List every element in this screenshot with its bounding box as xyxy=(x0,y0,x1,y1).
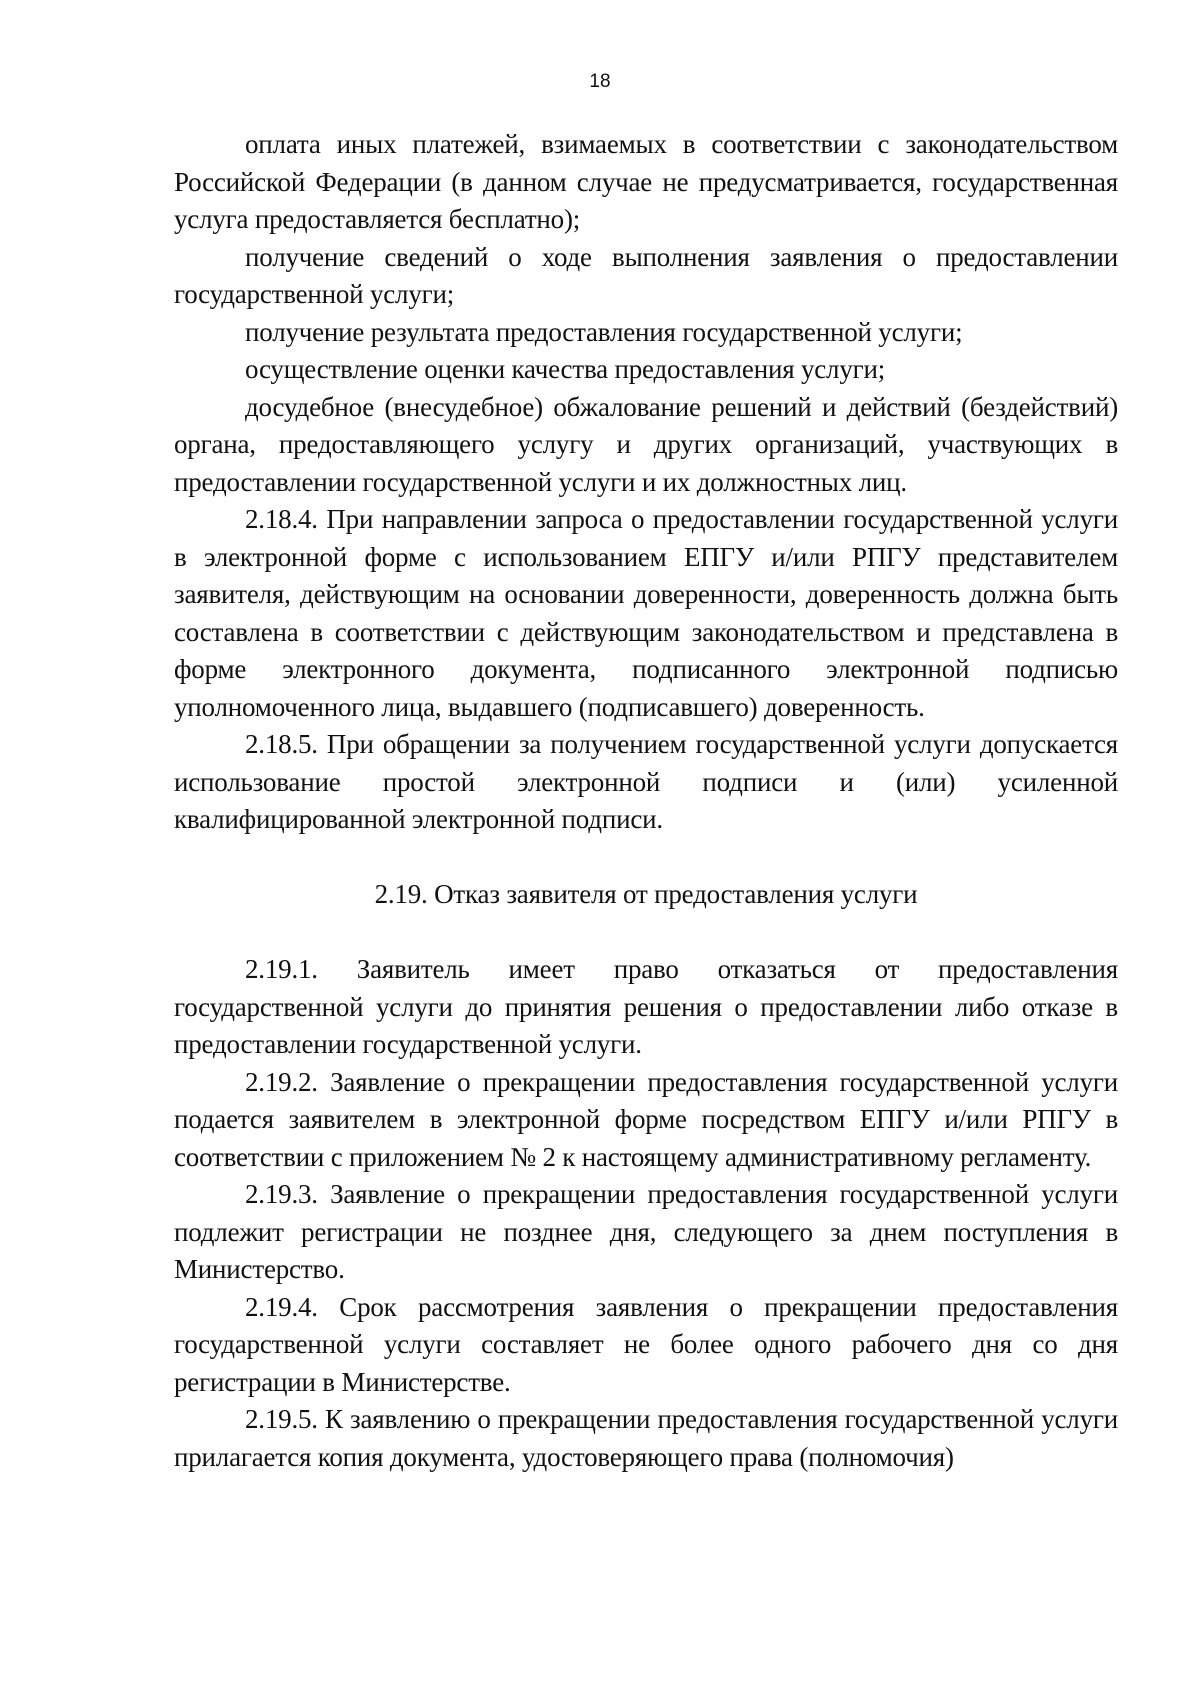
paragraph-2-19-5: 2.19.5. К заявлению о прекращении предоставления государственной услуги прилагается копия документа, удостоверяющего права (полномочия) xyxy=(174,1404,1118,1472)
paragraph-status-info: получение сведений о ходе выполнения заявления о предоставлении государственной услуги; xyxy=(174,241,1118,309)
paragraph-2-18-5: 2.18.5. При обращении за получением государственной услуги допускается использование простой электронной подписи и (или) усиленной квалифицированной электронной подписи. xyxy=(174,729,1118,834)
paragraph-quality-assessment: осуществление оценки качества предоставления услуги; xyxy=(245,354,886,384)
section-heading-2-19: 2.19. Отказ заявителя от предоставления услуги xyxy=(374,878,918,909)
paragraph-result: получение результата предоставления государственной услуги; xyxy=(245,316,963,347)
paragraph-2-19-1: 2.19.1. Заявитель имеет право отказаться от предоставления государственной услуги до принятия решения о предоставлении либо отказе в предоставлении государственной услуги. xyxy=(174,954,1118,1059)
paragraph-2-19-3: 2.19.3. Заявление о прекращении предоставления государственной услуги подлежит регистрации не позднее дня, следующего за днем поступления в Министерство. xyxy=(174,1179,1118,1284)
paragraph-2-19-2: 2.19.2. Заявление о прекращении предоставления государственной услуги подается заявителем в электронной форме посредством ЕПГУ и/или РПГУ в соответствии с приложением № 2 к настоящему административному регламенту. xyxy=(174,1066,1118,1172)
document-body xyxy=(174,126,1118,1476)
paragraph-2-18-4: 2.18.4. При направлении запроса о предоставлении государственной услуги в электронной форме с использованием ЕПГУ и/или РПГУ представителем заявителя, действующим на основании доверенности, доверенность должна быть составлена в соответствии с действующим законодательством и представлена в форме электронного документа, подписанного электронной подписью уполномоченного лица, выдавшего (подписавшего) доверенность. xyxy=(174,504,1118,722)
paragraph-payment: оплата иных платежей, взимаемых в соответствии с законодательством Российской Федерации (в данном случае не предусматривается, государственная услуга предоставляется бесплатно); xyxy=(174,129,1118,234)
paragraph-pretrial-appeal: досудебное (внесудебное) обжалование решений и действий (бездействий) органа, предоставляющего услугу и других организаций, участвующих в предоставлении государственной услуги и их должностных лиц. xyxy=(174,391,1118,497)
paragraph-2-19-4: 2.19.4. Срок рассмотрения заявления о прекращении предоставления государственной услуги составляет не более одного рабочего дня со дня регистрации в Министерстве. xyxy=(174,1291,1118,1397)
page-number: 18 xyxy=(589,71,611,92)
